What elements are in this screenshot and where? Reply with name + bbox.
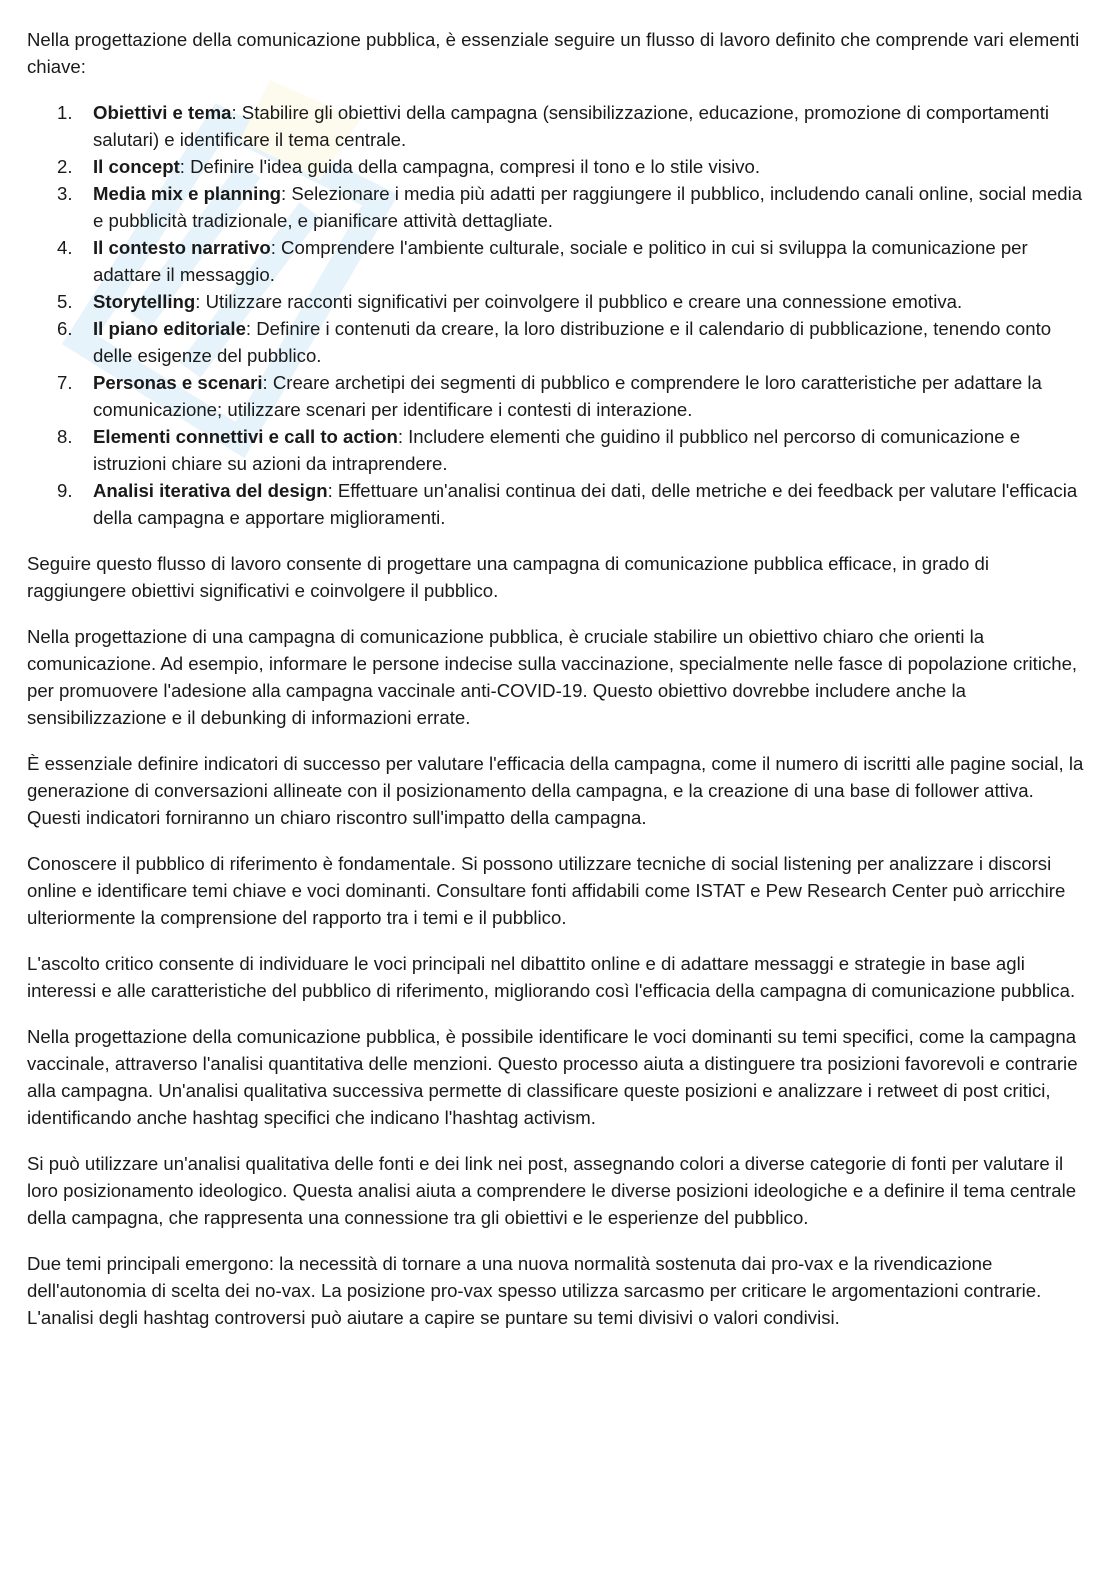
list-item-text: : Selezionare i media più adatti per raggiungere il pubblico, includendo canali online, social media e pubblicità tradizionale, e pianificare attività dettagliate. — [93, 183, 1083, 231]
list-item-number: 5. — [57, 291, 73, 312]
document-page — [27, 26, 1087, 1350]
list-item-number: 8. — [57, 426, 73, 447]
list-item-text: : Comprendere l'ambiente culturale, sociale e politico in cui si sviluppa la comunicazione per adattare il messaggio. — [93, 237, 1028, 285]
list-item-text: : Utilizzare racconti significativi per coinvolgere il pubblico e creare una connessione emotiva. — [195, 291, 963, 312]
list-item-number: 4. — [57, 237, 73, 258]
list-item-number: 9. — [57, 480, 73, 501]
list-item-text: : Creare archetipi dei segmenti di pubblico e comprendere le loro caratteristiche per adattare la comunicazione; utilizzare scenari per identificare i contesti di interazione. — [93, 372, 1042, 420]
list-item-term: Il contesto narrativo — [93, 237, 271, 258]
list-item-term: Il piano editoriale — [93, 318, 246, 339]
list-item-term: Obiettivi e tema — [93, 102, 232, 123]
list-item-term: Storytelling — [93, 291, 196, 312]
list-item — [57, 477, 1087, 531]
list-item — [57, 315, 1087, 369]
list-item — [57, 234, 1087, 288]
body-paragraph: L'ascolto critico consente di individuare le voci principali nel dibattito online e di adattare messaggi e strategie in base agli interessi e alle caratteristiche del pubblico di riferimento, migliorando così l'efficacia della campagna di comunicazione pubblica. — [27, 953, 1076, 1001]
list-item-number: 7. — [57, 372, 73, 393]
body-paragraph: Seguire questo flusso di lavoro consente di progettare una campagna di comunicazione pubblica efficace, in grado di raggiungere obiettivi significativi e coinvolgere il pubblico. — [27, 553, 989, 601]
list-item — [57, 99, 1087, 153]
list-item-term: Il concept — [93, 156, 180, 177]
body-paragraph: Si può utilizzare un'analisi qualitativa delle fonti e dei link nei post, assegnando colori a diverse categorie di fonti per valutare il loro posizionamento ideologico. Questa analisi aiuta a comprendere le diverse posizioni ideologiche e a definire il tema centrale della campagna, che rappresenta una connessione tra gli obiettivi e le esperienze del pubblico. — [27, 1153, 1077, 1228]
list-item-term: Elementi connettivi e call to action — [93, 426, 398, 447]
list-item — [57, 423, 1087, 477]
list-item-number: 1. — [57, 102, 73, 123]
list-item-text: : Definire l'idea guida della campagna, compresi il tono e lo stile visivo. — [179, 156, 761, 177]
list-item-term: Media mix e planning — [93, 183, 282, 204]
list-item — [57, 153, 1087, 180]
list-item-term: Analisi iterativa del design — [93, 480, 328, 501]
body-paragraph: Due temi principali emergono: la necessità di tornare a una nuova normalità sostenuta dai pro-vax e la rivendicazione dell'autonomia di scelta dei no-vax. La posizione pro-vax spesso utilizza sarcasmo per criticare le argomentazioni contrarie. L'analisi degli hashtag controversi può aiutare a capire se puntare su temi divisivi o valori condivisi. — [27, 1253, 1042, 1328]
list-item-text: : Effettuare un'analisi continua dei dati, delle metriche e dei feedback per valutare l'efficacia della campagna e apportare miglioramenti. — [93, 480, 1078, 528]
body-paragraph: Nella progettazione della comunicazione pubblica, è possibile identificare le voci dominanti su temi specifici, come la campagna vaccinale, attraverso l'analisi quantitativa delle menzioni. Questo processo aiuta a distinguere tra posizioni favorevoli e contrarie alla campagna. Un'analisi qualitativa successiva permette di classificare queste posizioni e analizzare i retweet di post critici, identificando anche hashtag specifici che indicano l'hashtag activism. — [27, 1026, 1078, 1128]
list-item-number: 3. — [57, 183, 73, 204]
body-paragraph: Conoscere il pubblico di riferimento è fondamentale. Si possono utilizzare tecniche di social listening per analizzare i discorsi online e identificare temi chiave e voci dominanti. Consultare fonti affidabili come ISTAT e Pew Research Center può arricchire ulteriormente la comprensione del rapporto tra i temi e il pubblico. — [27, 853, 1066, 928]
body-paragraphs — [27, 550, 1087, 1331]
workflow-steps-list — [27, 99, 1087, 531]
list-item-text: : Stabilire gli obiettivi della campagna (sensibilizzazione, educazione, promozione di comportamenti salutari) e identificare il tema centrale. — [93, 102, 1049, 150]
list-item-text: : Includere elementi che guidino il pubblico nel percorso di comunicazione e istruzioni chiare su azioni da intraprendere. — [93, 426, 1021, 474]
list-item-text: : Definire i contenuti da creare, la loro distribuzione e il calendario di pubblicazione, tenendo conto delle esigenze del pubblico. — [93, 318, 1052, 366]
list-item-number: 6. — [57, 318, 73, 339]
list-item-term: Personas e scenari — [93, 372, 263, 393]
list-item — [57, 369, 1087, 423]
list-item — [57, 180, 1087, 234]
list-item — [57, 288, 1087, 315]
body-paragraph: È essenziale definire indicatori di successo per valutare l'efficacia della campagna, come il numero di iscritti alle pagine social, la generazione di conversazioni allineate con il posizionamento della campagna, e la creazione di una base di follower attiva. Questi indicatori forniranno un chiaro riscontro sull'impatto della campagna. — [27, 753, 1084, 828]
list-item-number: 2. — [57, 156, 73, 177]
intro-paragraph: Nella progettazione della comunicazione pubblica, è essenziale seguire un flusso di lavoro definito che comprende vari elementi chiave: — [27, 29, 1080, 77]
body-paragraph: Nella progettazione di una campagna di comunicazione pubblica, è cruciale stabilire un obiettivo chiaro che orienti la comunicazione. Ad esempio, informare le persone indecise sulla vaccinazione, specialmente nelle fasce di popolazione critiche, per promuovere l'adesione alla campagna vaccinale anti-COVID-19. Questo obiettivo dovrebbe includere anche la sensibilizzazione e il debunking di informazioni errate. — [27, 626, 1078, 728]
